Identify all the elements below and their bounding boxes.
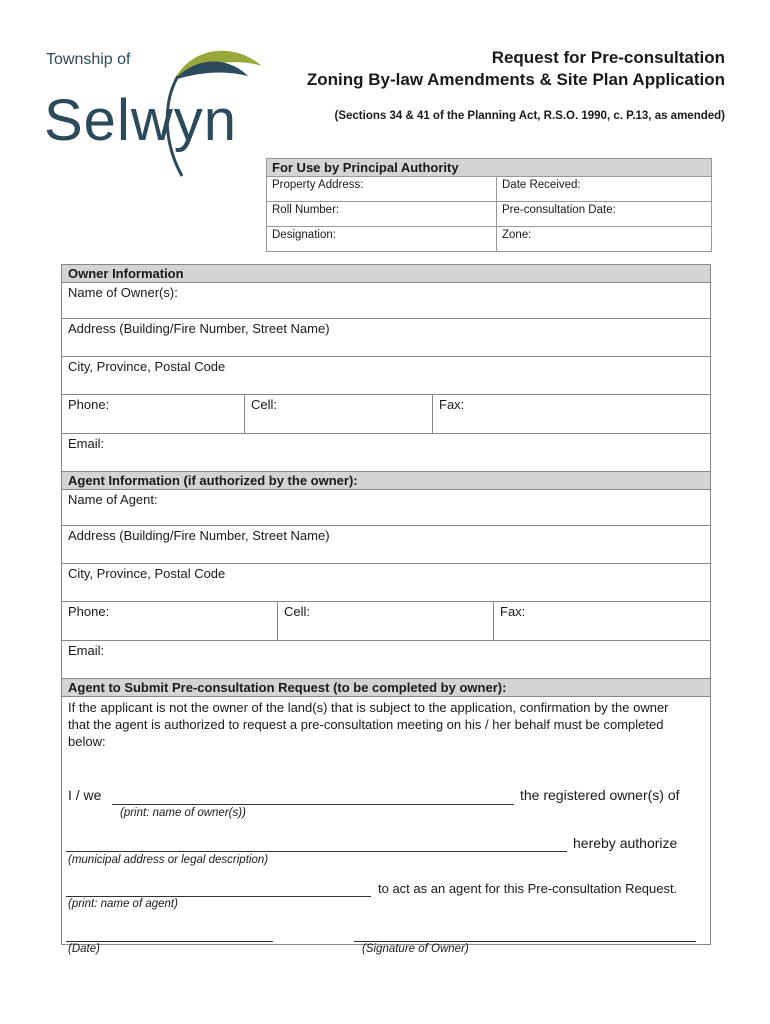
agent-city-field[interactable]: City, Province, Postal Code [62, 564, 710, 602]
owner-section-heading: Owner Information [62, 265, 710, 283]
agent-email-field[interactable]: Email: [62, 641, 710, 679]
agent-name-field[interactable]: Name of Agent: [62, 490, 710, 526]
authority-table [266, 158, 712, 252]
hereby-authorize-label: hereby authorize [573, 835, 678, 851]
date-caption: (Date) [68, 943, 100, 955]
i-we-label: I / we [68, 787, 102, 803]
designation-field[interactable]: Designation: [267, 227, 497, 251]
municipal-address-caption: (municipal address or legal description) [68, 854, 269, 866]
agent-address-field[interactable]: Address (Building/Fire Number, Street Name) [62, 526, 710, 564]
owner-contact-row [62, 395, 710, 434]
authorization-body [62, 697, 710, 955]
agent-name-line[interactable] [66, 896, 371, 897]
owner-signature-line[interactable] [354, 941, 696, 942]
owner-name-signature-line[interactable] [112, 804, 514, 805]
owner-address-field[interactable]: Address (Building/Fire Number, Street Name) [62, 319, 710, 357]
registered-owner-label: the registered owner(s) of [520, 787, 680, 803]
agent-fax-field[interactable]: Fax: [493, 602, 710, 640]
application-form [61, 264, 711, 955]
authority-row [267, 202, 711, 227]
act-as-agent-label: to act as an agent for this Pre-consultation Request. [378, 881, 678, 896]
page-subtitle-title: Zoning By-law Amendments & Site Plan Application [306, 70, 725, 89]
authorization-section-heading: Agent to Submit Pre-consultation Request (to be completed by owner): [62, 679, 710, 697]
date-line[interactable] [66, 941, 273, 942]
print-owner-caption: (print: name of owner(s)) [120, 807, 246, 819]
legislation-reference: (Sections 34 & 41 of the Planning Act, R.S.O. 1990, c. P.13, as amended) [334, 110, 725, 122]
signature-caption: (Signature of Owner) [362, 943, 469, 955]
logo-name: Selwyn [44, 88, 237, 153]
authority-row [267, 227, 711, 251]
leaf-icon [144, 40, 264, 180]
zone-field[interactable]: Zone: [502, 229, 532, 241]
owner-phone-field[interactable]: Phone: [68, 397, 110, 412]
owner-city-field[interactable]: City, Province, Postal Code [62, 357, 710, 395]
township-logo [44, 40, 264, 180]
owner-name-field[interactable]: Name of Owner(s): [62, 283, 710, 319]
authority-heading: For Use by Principal Authority [267, 159, 711, 177]
property-address-field[interactable]: Property Address: [267, 177, 497, 201]
date-received-field[interactable]: Date Received: [502, 179, 581, 191]
owner-fax-field[interactable]: Fax: [432, 395, 710, 433]
page-title: Request for Pre-consultation [491, 48, 725, 67]
municipal-address-line[interactable] [66, 851, 567, 852]
roll-number-field[interactable]: Roll Number: [267, 202, 497, 226]
agent-cell-field[interactable]: Cell: [277, 602, 493, 640]
authorization-paragraph: If the applicant is not the owner of the land(s) that is subject to the application, confirmation by the owner that the agent is authorized to request a pre-consultation meeting on his / her behalf must be completed below: [68, 700, 669, 749]
agent-section-heading: Agent Information (if authorized by the owner): [62, 472, 710, 490]
owner-cell-field[interactable]: Cell: [244, 395, 432, 433]
authority-row [267, 177, 711, 202]
agent-phone-field[interactable]: Phone: [68, 604, 110, 619]
owner-email-field[interactable]: Email: [62, 434, 710, 472]
preconsultation-date-field[interactable]: Pre-consultation Date: [502, 204, 616, 216]
logo-top-text: Township of [46, 51, 131, 68]
agent-contact-row [62, 602, 710, 641]
print-agent-caption: (print: name of agent) [68, 898, 178, 910]
